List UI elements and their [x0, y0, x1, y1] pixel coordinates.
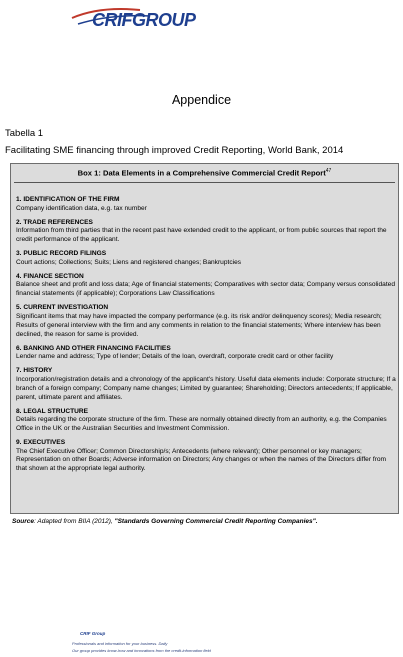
section-legal-structure	[16, 408, 396, 434]
section-body: Lender name and address; Type of lender; Details of the loan, overdraft, corporate credit card or other facility	[16, 353, 334, 361]
section-heading: 8. LEGAL STRUCTURE	[16, 407, 89, 415]
section-trade-references	[16, 219, 396, 245]
section-heading: 7. HISTORY	[16, 367, 53, 375]
section-body: Balance sheet and profit and loss data; Age of financial statements; Comparatives with sector data; Company versus consolidated financial statements (if applicable); Corporations Law Classifications	[16, 281, 395, 298]
footer-line-1: Professionals and information for your business. Daily	[72, 641, 168, 646]
table-caption: Facilitating SME financing through improved Credit Reporting, World Bank, 2014	[5, 145, 344, 156]
section-body: Details regarding the corporate structure of the firm. These are normally obtained directly from an authority, e.g. the Companies Office in the UK or the Australian Securities and Investment Commission.	[16, 416, 387, 432]
logo-text: CRIFGROUP	[92, 10, 196, 30]
footer-line-2: Our group provides know-how and innovations from the credit-information field	[72, 648, 211, 653]
section-current-investigation	[16, 304, 396, 339]
section-body: Court actions; Collections; Suits; Liens and registered changes; Bankruptcies	[16, 258, 242, 266]
box-title	[11, 168, 398, 178]
section-public-record	[16, 250, 396, 267]
source-note	[12, 518, 318, 525]
section-heading: 6. BANKING AND OTHER FINANCING FACILITIES	[16, 344, 171, 352]
section-banking	[16, 345, 396, 362]
footer-logo: CRIF Group	[80, 631, 106, 636]
box-sections	[16, 196, 396, 479]
section-body: Incorporation/registration details and a chronology of the applicant's history. Useful data elements include: Corporate structure; If a branch of a foreign company; Company name changes; Limited by guarantee; Shareholding; Directors antecedents; If applicable, parent, ultimate parent and affiliates.	[16, 375, 396, 401]
table-label: Tabella 1	[5, 128, 44, 139]
section-history	[16, 367, 396, 402]
box-title-note: 47	[325, 168, 332, 174]
section-body: Information from third parties that in the recent past have extended credit to the applicant, or from public sources that report the credit performance of the applicant.	[16, 227, 387, 244]
page-title: Appendice	[171, 93, 232, 107]
section-heading: 3. PUBLIC RECORD FILINGS	[16, 250, 107, 258]
section-heading: 1. IDENTIFICATION OF THE FIRM	[16, 196, 120, 203]
section-body: The Chief Executive Officer; Common Directorship/s; Antecedents (where relevant); Other personnel or key managers; Representation on other Boards; Adverse information on Directors; Any changes or when the names of the Directors differ from that shown at the appropriate legal authority.	[16, 447, 387, 473]
source-citation: "Standards Governing Commercial Credit Reporting Companies".	[114, 518, 318, 525]
section-heading: 4. FINANCE SECTION	[16, 272, 84, 280]
source-text: : Adapted from BIIA (2012),	[34, 518, 115, 525]
data-elements-box	[10, 163, 399, 514]
crif-logo	[70, 4, 210, 34]
section-body: Significant items that may have impacted the company performance (e.g. its risk and/or delinquency scores); Media research; Results of general interview with the firm and any comments in relation to the financial statements; Where interview has been declined, the reason for same is provided.	[16, 312, 382, 338]
section-heading: 5. CURRENT INVESTIGATION	[16, 304, 109, 312]
section-finance	[16, 273, 396, 299]
section-body: Company identification data, e.g. tax number	[16, 204, 147, 212]
box-title-divider	[14, 182, 395, 183]
source-label: Source	[12, 518, 35, 525]
section-executives	[16, 439, 396, 474]
section-heading: 2. TRADE REFERENCES	[16, 218, 93, 226]
box-title-text: Box 1: Data Elements in a Comprehensive Commercial Credit Report	[77, 168, 326, 178]
section-heading: 9. EXECUTIVES	[16, 439, 66, 447]
section-identification	[16, 196, 396, 213]
